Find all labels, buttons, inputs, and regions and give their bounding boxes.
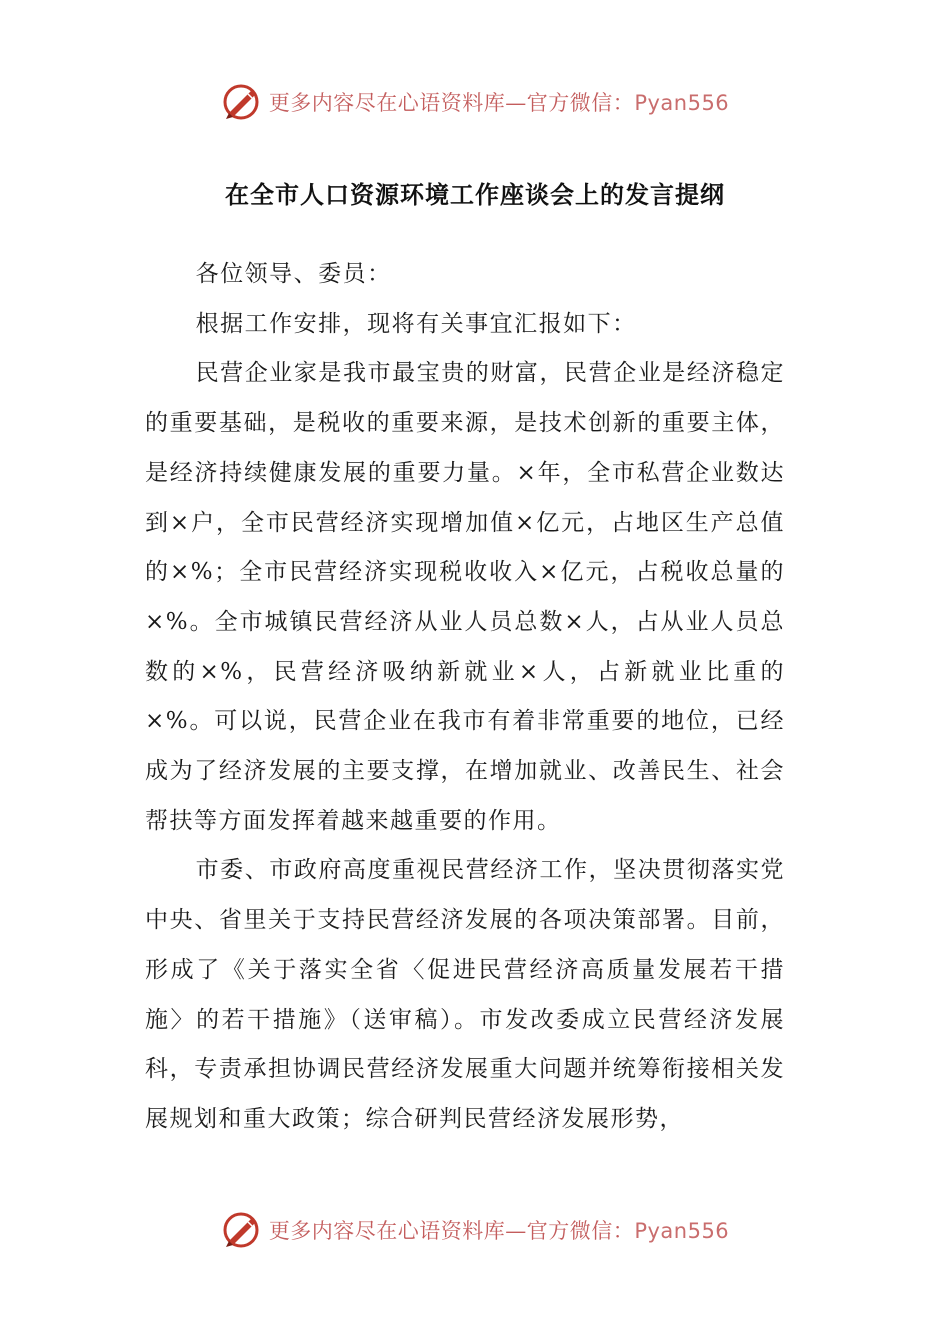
wechat-id: Pyan556 [634,91,730,115]
wechat-id: Pyan556 [634,1219,730,1243]
footer-banner [0,1208,950,1252]
body-paragraph: 民营企业家是我市最宝贵的财富，民营企业是经济稳定的重要基础，是税收的重要来源，是技术创新的重要主体，是经济持续健康发展的重要力量。×年，全市私营企业数达到×户，全市民营经济实现增加值×亿元，占地区生产总值的×%；全市民营经济实现税收收入×亿元，占税收总量的×%。全市城镇民营经济从业人员总数×人，占从业人员总数的×%，民营经济吸纳新就业×人，占新就业比重的×%。可以说，民营企业在我市有着非常重要的地位，已经成为了经济发展的主要支撑，在增加就业、改善民生、社会帮扶等方面发挥着越来越重要的作用。 [145,360,785,834]
body-paragraph: 市委、市政府高度重视民营经济工作，坚决贯彻落实党中央、省里关于支持民营经济发展的各项决策部署。目前，形成了《关于落实全省〈促进民营经济高质量发展若干措施〉的若干措施》（送审稿）。市发改委成立民营经济发展科，专责承担协调民营经济发展重大问题并统筹衔接相关发展规划和重大政策；综合研判民营经济发展形势， [145,857,785,1132]
pen-logo-icon [221,1210,261,1250]
banner-label: 更多内容尽在心语资料库—官方微信： [268,1219,635,1243]
intro-paragraph: 根据工作安排，现将有关事宜汇报如下： [195,310,637,337]
pen-logo-icon [221,82,261,122]
banner-text [269,87,729,117]
salutation-paragraph: 各位领导、委员： [195,261,392,287]
banner-label: 更多内容尽在心语资料库—官方微信： [268,91,635,115]
header-banner [0,80,950,124]
banner-text [269,1215,729,1245]
document-title: 在全市人口资源环境工作座谈会上的发言提纲 [225,181,725,209]
document-body [145,250,785,1145]
